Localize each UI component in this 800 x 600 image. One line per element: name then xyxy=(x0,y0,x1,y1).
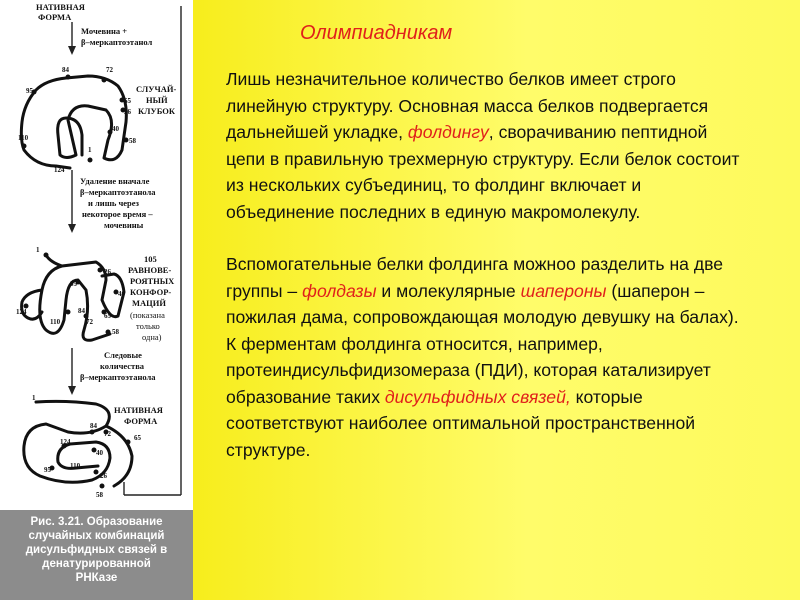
state3-line2: ФОРМА xyxy=(124,416,158,426)
state2-line5: МАЦИЙ xyxy=(132,298,166,308)
c2-26: 26 xyxy=(104,268,111,276)
text-run: и молекулярные xyxy=(376,280,521,301)
step2-line2: β–меркаптоэтанола xyxy=(80,187,156,197)
c1-84: 84 xyxy=(62,66,69,74)
step3-line3: β–меркаптоэтанола xyxy=(80,372,156,382)
c1-1: 1 xyxy=(88,146,92,154)
step2-line4: некоторое время – xyxy=(82,209,153,219)
figure-panel xyxy=(0,0,193,600)
top-native-label-2: ФОРМА xyxy=(38,12,72,22)
state2-line2: РАВНОВЕ- xyxy=(128,265,172,275)
c2-110: 110 xyxy=(50,318,61,326)
c2-72: 72 xyxy=(86,318,93,326)
state2-line6: (показана xyxy=(130,310,165,320)
c3-26: 26 xyxy=(100,472,107,480)
text-run: (шаперон – пожилая дама, сопровождающая молодую девушку на балах). xyxy=(226,280,739,327)
c1-26: 26 xyxy=(124,108,131,116)
text-run: К ферментам фолдинга относится, например, протеиндисульфидизомераза (ПДИ), которая катализирует образование таких xyxy=(226,333,711,407)
text-run: которые соответствуют наиболее оптимальной пространственной структуре. xyxy=(226,386,696,460)
step2-line3: и лишь через xyxy=(88,198,139,208)
c2-1: 1 xyxy=(36,246,40,254)
step3-line1: Следовые xyxy=(104,350,142,360)
state2-line7: только xyxy=(136,321,160,331)
c3-84: 84 xyxy=(90,422,97,430)
random-coil-chain xyxy=(21,76,126,168)
state1-line3: КЛУБОК xyxy=(138,106,176,116)
c2-84: 84 xyxy=(78,307,85,315)
state3-line1: НАТИВНАЯ xyxy=(114,405,163,415)
top-native-label-1: НАТИВНАЯ xyxy=(36,2,85,12)
highlight-term: фолдазы xyxy=(302,280,377,301)
c3-65: 65 xyxy=(134,434,141,442)
paragraph-helper-proteins xyxy=(226,251,741,331)
caption-line: случайных комбинаций xyxy=(28,530,165,542)
state2-line3: РОЯТНЫХ xyxy=(130,276,175,286)
step2-line1: Удаление вначале xyxy=(80,176,150,186)
highlight-term: шапероны xyxy=(520,280,607,301)
highlight-term: дисульфидных связей, xyxy=(384,386,571,407)
c2-124: 124 xyxy=(16,308,27,316)
c1-72: 72 xyxy=(106,66,113,74)
step2-line5: мочевины xyxy=(104,220,144,230)
c3-1: 1 xyxy=(32,394,36,402)
figure-caption xyxy=(0,510,193,600)
c3-58: 58 xyxy=(96,491,103,499)
slide-heading: Олимпиадникам xyxy=(300,22,453,44)
reagent1-line1: Мочевина + xyxy=(81,26,128,36)
c3-40: 40 xyxy=(96,449,103,457)
c1-58: 58 xyxy=(129,137,136,145)
step3-line2: количества xyxy=(100,361,145,371)
state2-line1: 105 xyxy=(144,254,157,264)
caption-line: дисульфидных связей в xyxy=(25,544,168,556)
text-run: Лишь незначительное количество белков имеет строго линейную структуру. Основная масса белков подвергается дальнейшей укладке, xyxy=(226,69,709,142)
paragraph-enzymes xyxy=(226,331,741,464)
folding-figure xyxy=(6,0,191,510)
c1-95: 95 xyxy=(26,87,33,95)
c2-95: 95 xyxy=(70,280,77,288)
paragraph-folding xyxy=(226,66,741,225)
c2-40: 40 xyxy=(118,290,125,298)
c1-40: 40 xyxy=(112,125,119,133)
caption-line: денатурированной xyxy=(42,558,151,570)
c2-58: 58 xyxy=(112,328,119,336)
c3-124: 124 xyxy=(60,438,71,446)
reagent1-line2: β–меркаптоэтанол xyxy=(81,37,153,47)
c3-72: 72 xyxy=(104,430,111,438)
text-run: , сворачиванию пептидной цепи в правильную трехмерную структуру. Если белок состоит из нескольких субъединиц, то фолдинг включает и объединение последних в единую макромолекулу. xyxy=(226,122,740,222)
state1-line2: НЫЙ xyxy=(146,95,168,105)
caption-line: РНКазе xyxy=(75,572,118,584)
slide-body xyxy=(226,66,741,463)
c3-95: 95 xyxy=(44,466,51,474)
c1-124: 124 xyxy=(54,166,65,174)
c1-65: 65 xyxy=(124,97,131,105)
highlight-term: фолдингу xyxy=(407,122,489,142)
state1-line1: СЛУЧАЙ- xyxy=(136,84,177,94)
c1-110: 110 xyxy=(18,134,29,142)
state2-line4: КОНФОР- xyxy=(130,287,172,297)
c3-110: 110 xyxy=(70,462,81,470)
text-run: Вспомогательные белки фолдинга можноо разделить на две группы – xyxy=(226,254,724,301)
state2-line8: одна) xyxy=(142,332,162,342)
caption-line: Рис. 3.21. Образование xyxy=(30,516,163,528)
c2-65: 65 xyxy=(104,312,111,320)
